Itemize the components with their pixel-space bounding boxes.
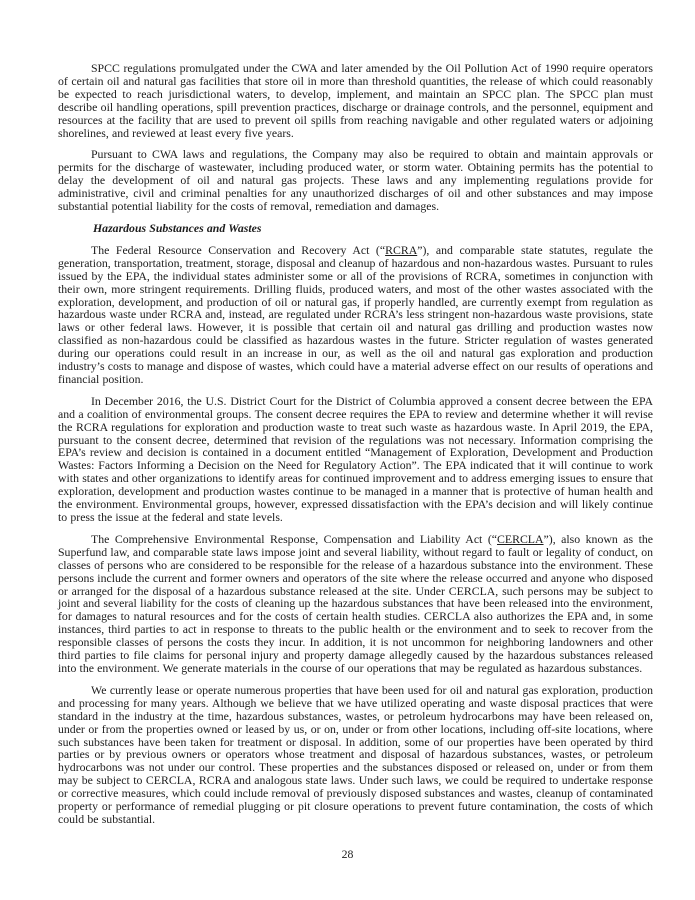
- text-run: We currently lease or operate numerous properties that have been used for oil and natural gas exploration, production and processing for many years. Although we believe that we have utilized operating and waste disposal practices that were standard in the industry at the time, hazardous substances, wastes, or petroleum hydrocarbons may have been released on, under or from the properties owned or leased by us, or on, under or from other locations, including off-site locations, where such substances have been taken for treatment or disposal. In addition, some of our properties have been operated by third parties or by previous owners or operators whose treatment and disposal of hazardous substances, wastes, or petroleum hydrocarbons was not under our control. These properties and the substances disposed or released on, under or from them may be subject to CERCLA, RCRA and analogous state laws. Under such laws, we could be required to undertake response or corrective measures, which could include removal of previously disposed substances and wastes, cleanup of contaminated property or performance of remedial plugging or pit closure operations to prevent future contamination, the costs of which could be substantial.: [58, 682, 653, 826]
- paragraph: [58, 244, 653, 386]
- paragraph: [58, 148, 653, 213]
- paragraph: [58, 395, 653, 524]
- text-run: The Comprehensive Environmental Response, Compensation and Liability Act (“: [91, 531, 497, 546]
- text-run: ”), also known as the Superfund law, and comparable state laws impose joint and several liability, without regard to fault or legality of conduct, on classes of persons who are considered to be responsible for the release of a hazardous substance into the environment. These persons include the current and former owners and operators of the site where the release occurred and anyone who disposed or arranged for the disposal of a hazardous substance released at the site. Under CERCLA, such persons may be subject to joint and several liability for the costs of cleaning up the hazardous substances that have been released into the environment, for damages to natural resources and for the costs of certain health studies. CERCLA also authorizes the EPA and, in some instances, third parties to act in response to threats to the public health or the environment and to seek to recover from the responsible classes of persons the costs they incur. In addition, it is not uncommon for neighboring landowners and other third parties to file claims for personal injury and property damage allegedly caused by the hazardous substances released into the environment. We generate materials in the course of our operations that may be regulated as hazardous substances.: [58, 531, 654, 675]
- text-run: Hazardous Substances and Wastes: [93, 220, 262, 235]
- text-run: Pursuant to CWA laws and regulations, the Company may also be required to obtain and maintain approvals or permits for the discharge of wastewater, including produced water, or storm water. Obtaining permits has the potential to delay the development of oil and natural gas projects. These laws and any implementing regulations provide for administrative, civil and criminal penalties for any unauthorized discharges of oil and other substances and may impose substantial potential liability for the costs of removal, remediation and damages.: [58, 147, 653, 214]
- page-number: 28: [341, 847, 354, 861]
- document-body: [58, 62, 653, 835]
- section-heading: [58, 222, 653, 235]
- text-run: ”), and comparable state statutes, regulate the generation, transportation, treatment, storage, disposal and cleanup of hazardous and non-hazardous wastes. Pursuant to rules issued by the EPA, the individual states administer some or all of the provisions of RCRA, sometimes in conjunction with their own, more stringent requirements. Drilling fluids, produced waters, and most of the other wastes associated with the exploration, development, and production of oil or natural gas, if properly handled, are currently exempt from regulation as hazardous waste under RCRA and, instead, are regulated under RCRA’s less stringent non-hazardous waste provisions, state laws or other federal laws. However, it is possible that certain oil and natural gas drilling and production wastes now classified as non-hazardous could be classified as hazardous wastes in the future. Stricter regulation of wastes generated during our operations could result in an increase in our, as well as the oil and natural gas exploration and production industry’s costs to manage and dispose of wastes, which could have a material adverse effect on our results of operations and financial position.: [58, 242, 653, 386]
- text-run: In December 2016, the U.S. District Court for the District of Columbia approved a consent decree between the EPA and a coalition of environmental groups. The consent decree requires the EPA to review and determine whether it will revise the RCRA regulations for exploration and production waste to treat such waste as hazardous waste. In April 2019, the EPA, pursuant to the consent decree, determined that revision of the regulations was not necessary. Information comprising the EPA’s review and decision is contained in a document entitled “Management of Exploration, Development and Production Wastes: Factors Informing a Decision on the Need for Regulatory Action”. The EPA indicated that it will continue to work with states and other organizations to identify areas for continued improvement and to address emerging issues to ensure that exploration, development and production wastes continue to be managed in a manner that is protective of human health and the environment. Environmental groups, however, expressed dissatisfaction with the EPA’s decision and will likely continue to press the issue at the federal and state levels.: [58, 393, 653, 524]
- paragraph: [58, 684, 653, 826]
- paragraph: [58, 62, 653, 139]
- defined-term: CERCLA: [497, 531, 544, 546]
- text-run: SPCC regulations promulgated under the CWA and later amended by the Oil Pollution Act of 1990 require operators of certain oil and natural gas facilities that store oil in more than threshold quantities, the release of which could reasonably be expected to reach jurisdictional waters, to develop, implement, and maintain an SPCC plan. The SPCC plan must describe oil handling operations, spill prevention practices, discharge or drainage controls, and the personnel, equipment and resources at the facility that are used to prevent oil spills from reaching navigable and other regulated waters or adjoining shorelines, and reviewed at least every five years.: [58, 61, 653, 140]
- paragraph: [58, 533, 653, 675]
- text-run: The Federal Resource Conservation and Recovery Act (“: [91, 242, 386, 257]
- defined-term: RCRA: [385, 242, 418, 257]
